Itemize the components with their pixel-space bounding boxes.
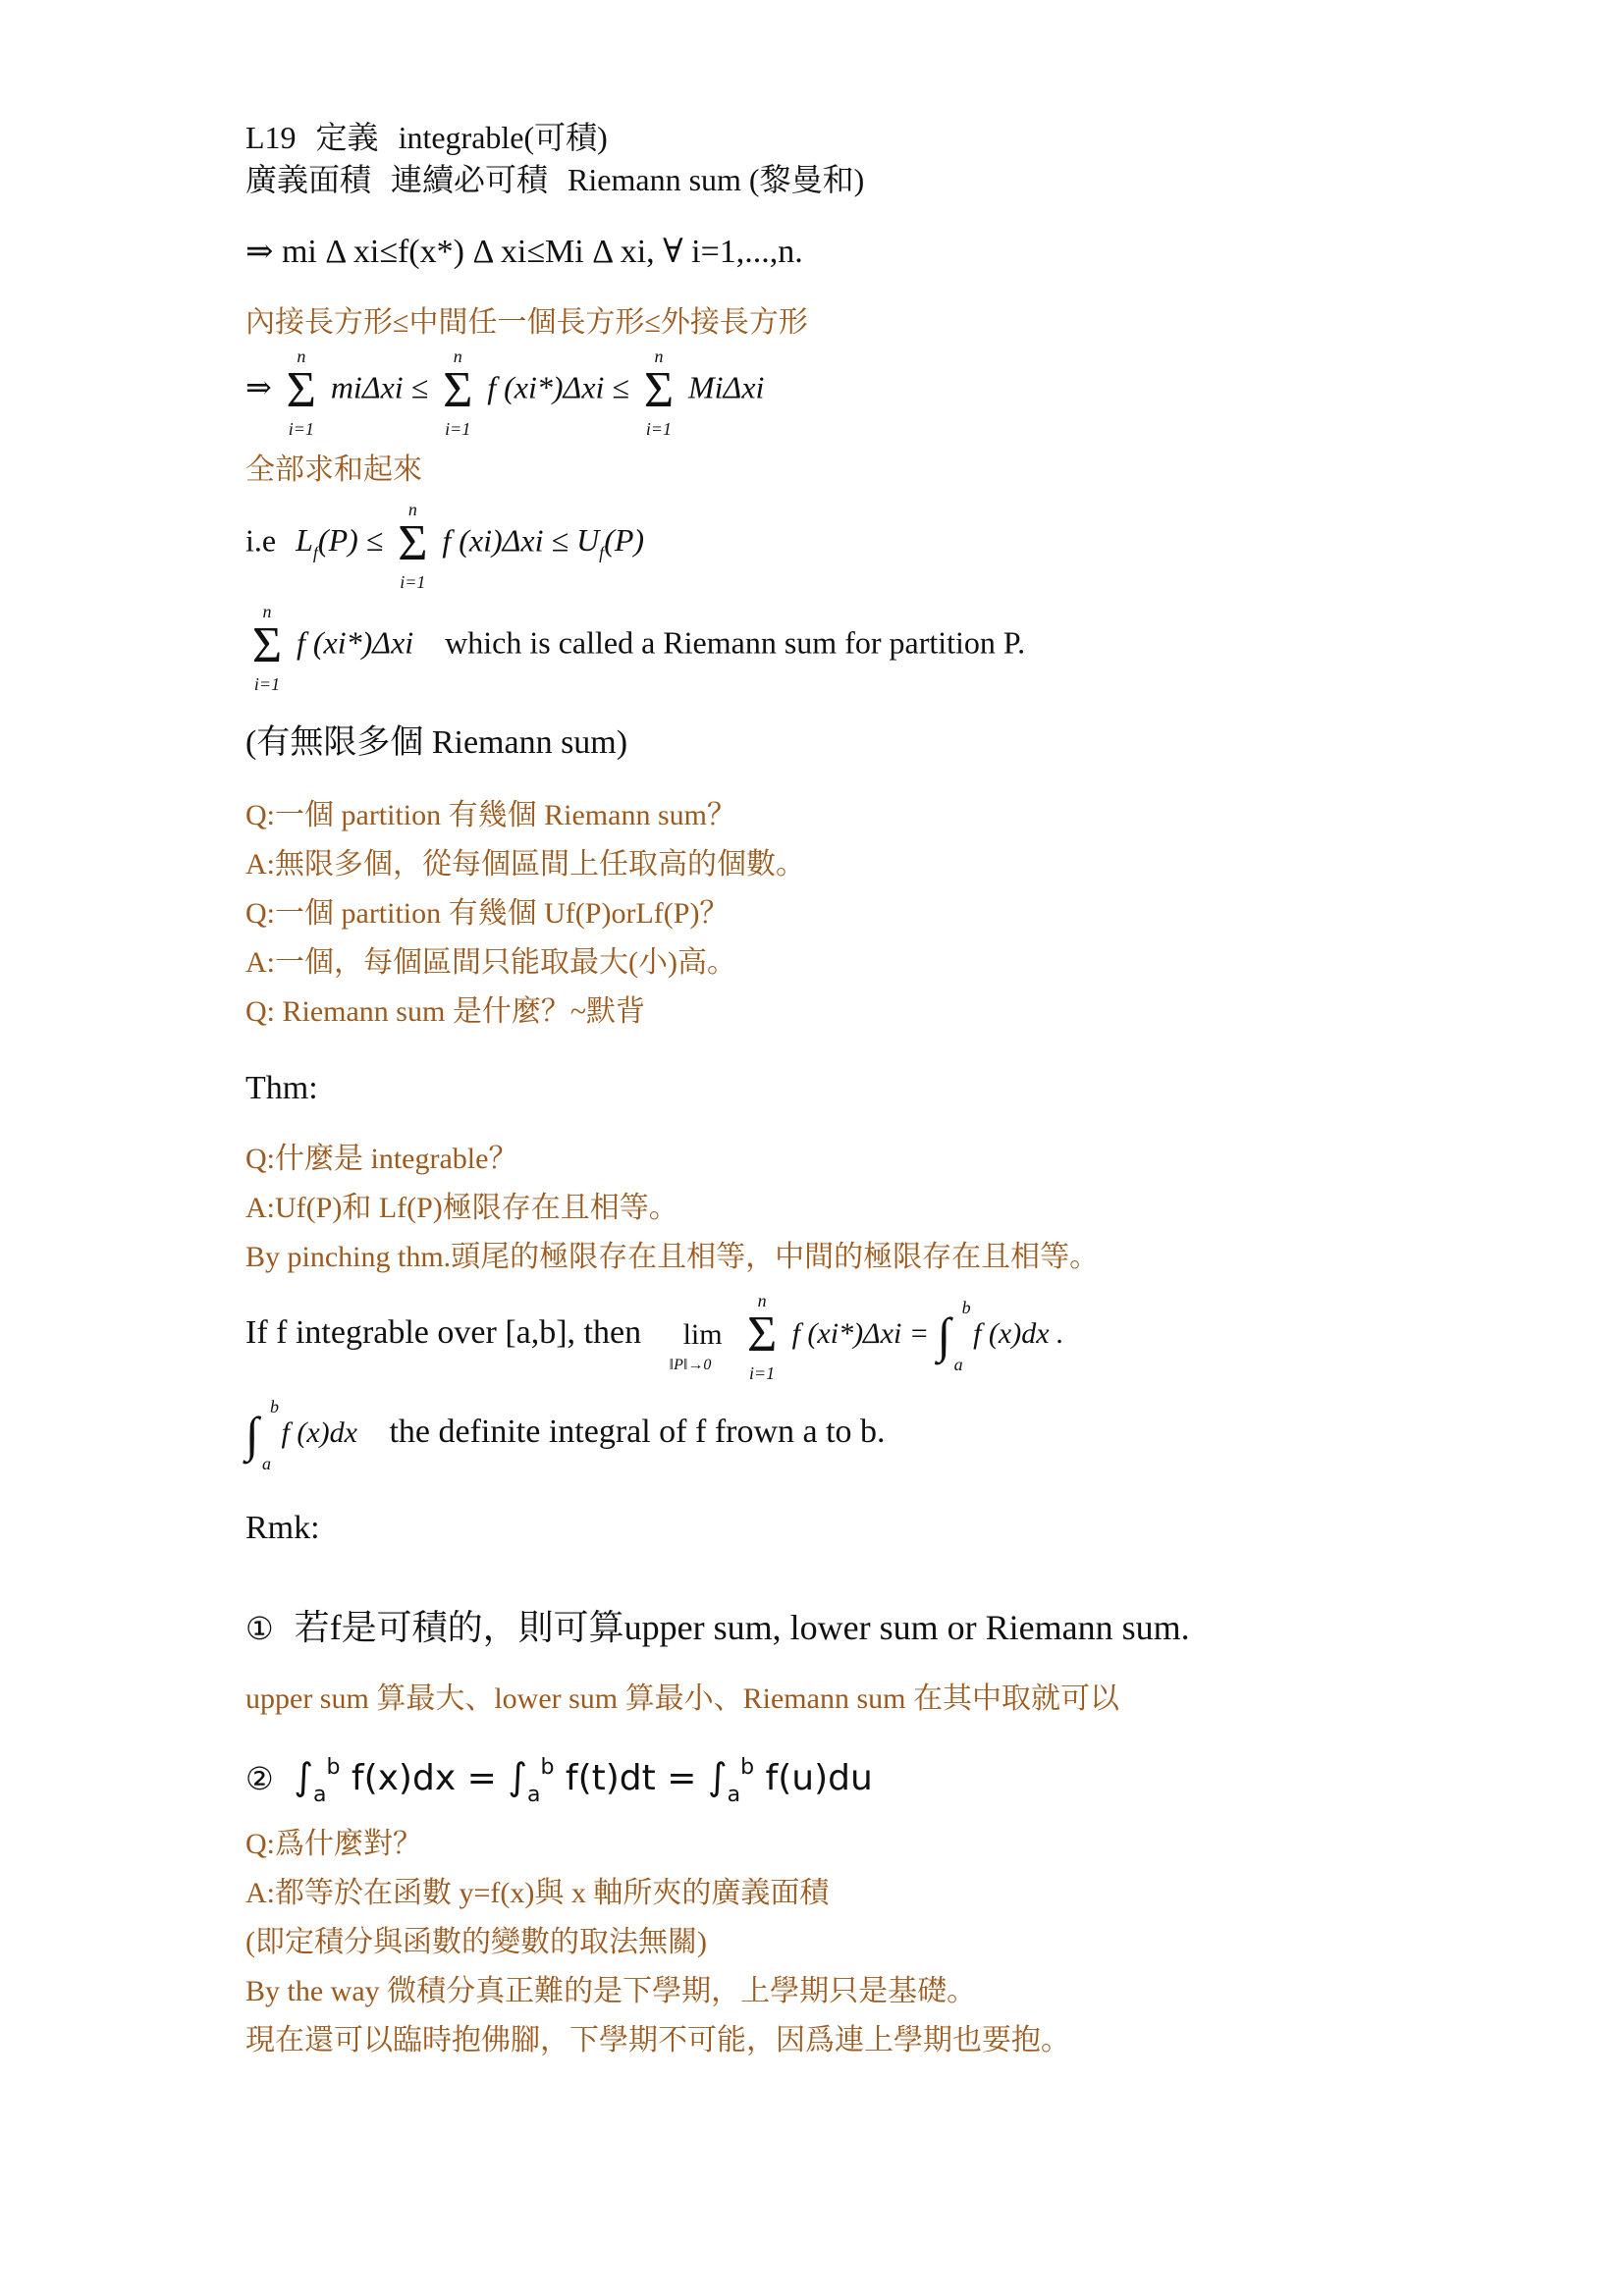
limit-operator: lim ‖P‖→0 <box>669 1318 723 1373</box>
summation-sign: n Σ i=1 <box>398 500 428 592</box>
ie-label: i.e <box>245 522 277 559</box>
summation-sign: n Σ i=1 <box>286 347 316 439</box>
sum-inequality <box>245 347 765 439</box>
riemann-term: f (xi)Δxi ≤ <box>442 522 569 559</box>
implies-arrow: ⇒ <box>245 369 272 405</box>
integral-sign: b ∫ a <box>937 1298 971 1374</box>
infinite-riemann-note: (有無限多個 Riemann sum) <box>245 724 628 761</box>
le-sign: ≤ <box>410 369 429 405</box>
le-sign: ≤ <box>612 369 629 405</box>
remark-text: 若f是可積的，則可算upper sum, lower sum or Riemann sum. <box>294 1608 1190 1647</box>
qa-line: By the way 微積分真正難的是下學期，上學期只是基礎。 <box>245 1975 977 2007</box>
integral-equality: $\int_a^b$ $f(x)dx = \int_a^b$ $f(t)dt = \int_a^b$ f(u)du <box>294 1755 873 1807</box>
summation-sign: n Σ i=1 <box>251 602 283 694</box>
lecture-title <box>245 122 608 153</box>
qa-line: Q:一個 partition 有幾個 Uf(P)orLf(P)？ <box>245 897 730 930</box>
riemann-sum-definition <box>245 602 1026 694</box>
remark-label: Rmk: <box>245 1510 320 1546</box>
qa-line: Q: Riemann sum 是什麼？~默背 <box>245 995 646 1028</box>
qa-line: Q:爲什麼對？ <box>245 1828 422 1860</box>
integrand: f (x)dx . <box>973 1316 1064 1350</box>
summation-sign: n Σ i=1 <box>443 347 473 439</box>
sum-note: 全部求和起來 <box>245 454 422 486</box>
subtitle-riemann-sum: Riemann sum (黎曼和) <box>568 162 865 197</box>
qa-line: A:無限多個，從每個區間上任取高的個數。 <box>245 848 805 881</box>
qa-line: (即定積分與函數的變數的取法無關) <box>245 1926 707 1958</box>
upper-term: MiΔxi <box>687 369 765 405</box>
qa-line: 現在還可以臨時抱佛腳，下學期不可能，因爲連上學期也要抱。 <box>245 2024 1070 2056</box>
riemann-sum-text: which is called a Riemann sum for partition P. <box>445 624 1026 661</box>
lecture-subtitle <box>245 164 864 195</box>
qa-line: A:一個，每個區間只能取最大(小)高。 <box>245 946 736 979</box>
lower-sum: $L_f(P)$ ≤ <box>296 522 384 563</box>
lecture-definition-label: 定義 <box>315 120 379 155</box>
qa-line: A:都等於在函數 y=f(x)與 x 軸所夾的廣義面積 <box>245 1877 830 1909</box>
rectangle-note: 內接長方形≤中間任一個長方形≤外接長方形 <box>245 306 808 339</box>
remark-1-note: upper sum 算最大、lower sum 算最小、Riemann sum 在其中取就可以 <box>245 1682 1119 1715</box>
subtitle-continuous-integrable: 連續必可積 <box>391 162 549 197</box>
riemann-term: f (xi*)Δxi = <box>791 1316 930 1350</box>
theorem-statement <box>245 1291 1064 1383</box>
qa-line: By pinching thm.頭尾的極限存在且相等，中間的極限存在且相等。 <box>245 1241 1100 1273</box>
ie-line <box>245 500 645 592</box>
remark-number: ② <box>245 1760 274 1797</box>
qa-line: A:Uf(P)和 Lf(P)極限存在且相等。 <box>245 1192 678 1224</box>
lecture-number: L19 <box>245 120 297 155</box>
subtitle-generalized-area: 廣義面積 <box>245 162 372 197</box>
upper-sum: $U_f(P)$ <box>576 522 645 563</box>
summation-sign: n Σ i=1 <box>643 347 675 439</box>
remark-1 <box>245 1610 1190 1645</box>
integrand: f (x)dx <box>281 1415 357 1449</box>
theorem-label: Thm: <box>245 1070 318 1106</box>
definite-integral-text: the definite integral of f frown a to b. <box>389 1413 886 1450</box>
definite-integral-definition <box>245 1397 886 1473</box>
remark-2 <box>245 1757 873 1806</box>
theorem-text: If f integrable over [a,b], then <box>245 1313 642 1351</box>
lecture-topic: integrable(可積) <box>398 120 608 155</box>
summation-sign: n Σ i=1 <box>746 1291 778 1383</box>
remark-number: ① <box>245 1610 274 1647</box>
middle-term: f (xi*)Δxi <box>487 369 605 405</box>
qa-line: Q:一個 partition 有幾個 Riemann sum？ <box>245 799 736 831</box>
inequality-line: ⇒ mi Δ xi≤f(x*) Δ xi≤Mi Δ xi, ∀ i=1,...,n. <box>245 234 803 270</box>
integral-sign: b ∫ a <box>245 1397 279 1473</box>
riemann-sum-expression: f (xi*)Δxi <box>297 624 414 661</box>
qa-line: Q:什麼是 integrable？ <box>245 1143 518 1175</box>
lower-term: miΔxi <box>330 369 404 405</box>
